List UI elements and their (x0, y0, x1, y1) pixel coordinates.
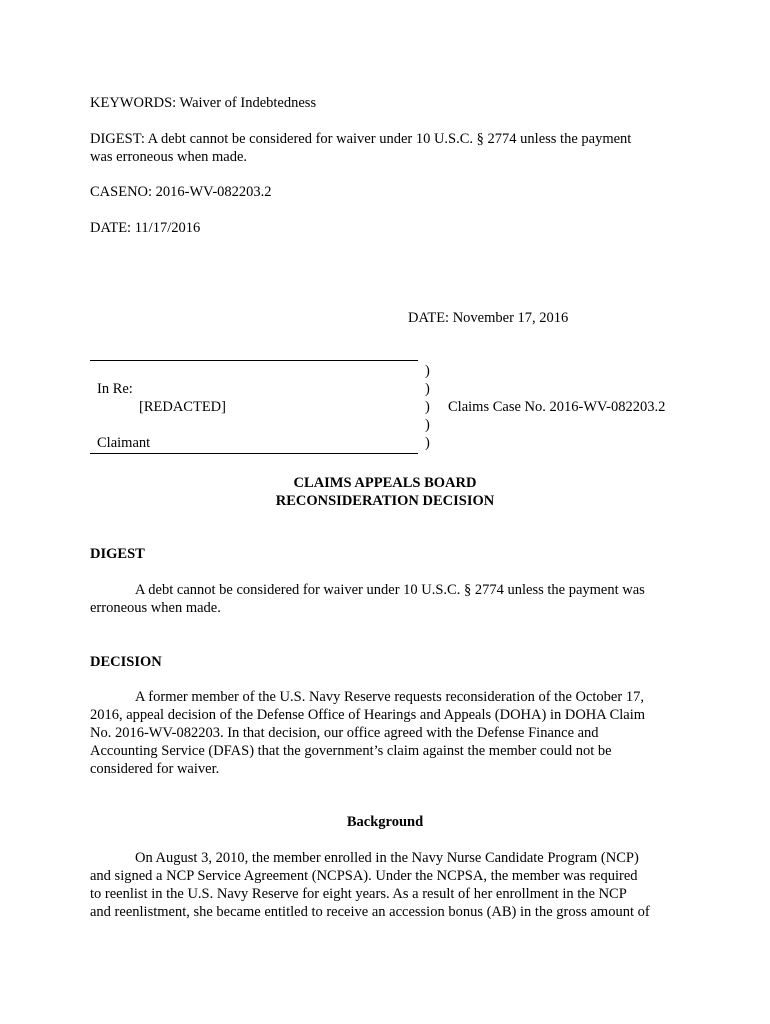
caption-paren: ) (425, 435, 430, 451)
header-digest-line2: was erroneous when made. (90, 149, 248, 165)
background-paragraph-line: and reenlistment, she became entitled to receive an accession bonus (AB) in the gross amount of (90, 904, 650, 920)
background-heading: Background (346, 814, 424, 830)
background-paragraph-line: to reenlist in the U.S. Navy Reserve for eight years. As a result of her enrollment in the NCP (90, 886, 627, 902)
caption-claimant: Claimant (97, 435, 151, 451)
caption-in-re: In Re: (97, 381, 133, 397)
header-date-line: DATE: 11/17/2016 (90, 220, 201, 236)
background-paragraph-line: On August 3, 2010, the member enrolled in the Navy Nurse Candidate Program (NCP) (135, 850, 639, 866)
background-paragraph-line: and signed a NCP Service Agreement (NCPSA). Under the NCPSA, the member was required (90, 868, 638, 884)
caseno-line: CASENO: 2016-WV-082203.2 (90, 184, 272, 200)
caption-paren: ) (425, 417, 430, 433)
caption-bottom-rule (90, 453, 418, 454)
header-digest-line1: DIGEST: A debt cannot be considered for waiver under 10 U.S.C. § 2774 unless the payment (90, 131, 632, 147)
caption-paren: ) (425, 363, 430, 379)
digest-heading: DIGEST (90, 546, 145, 562)
decision-type-title: RECONSIDERATION DECISION (275, 493, 495, 509)
keywords-line: KEYWORDS: Waiver of Indebtedness (90, 95, 317, 111)
decision-paragraph-line: Accounting Service (DFAS) that the government’s claim against the member could not be (90, 743, 612, 759)
decision-heading: DECISION (90, 654, 162, 670)
decision-paragraph-line: 2016, appeal decision of the Defense Office of Hearings and Appeals (DOHA) in DOHA Claim (90, 707, 646, 723)
decision-paragraph-line: A former member of the U.S. Navy Reserve requests reconsideration of the October 17, (135, 689, 644, 705)
caption-top-rule (90, 360, 418, 361)
decision-paragraph-line: considered for waiver. (90, 761, 220, 777)
decision-paragraph-line: No. 2016-WV-082203. In that decision, our office agreed with the Defense Finance and (90, 725, 599, 741)
caption-paren: ) (425, 381, 430, 397)
decision-date: DATE: November 17, 2016 (408, 310, 569, 326)
caption-paren: ) (425, 399, 430, 415)
board-title: CLAIMS APPEALS BOARD (293, 475, 477, 491)
caption-redacted-name: [REDACTED] (139, 399, 226, 415)
claims-case-number: Claims Case No. 2016-WV-082203.2 (448, 399, 666, 415)
digest-text-line1: A debt cannot be considered for waiver under 10 U.S.C. § 2774 unless the payment was (135, 582, 645, 598)
digest-text-line2: erroneous when made. (90, 600, 221, 616)
